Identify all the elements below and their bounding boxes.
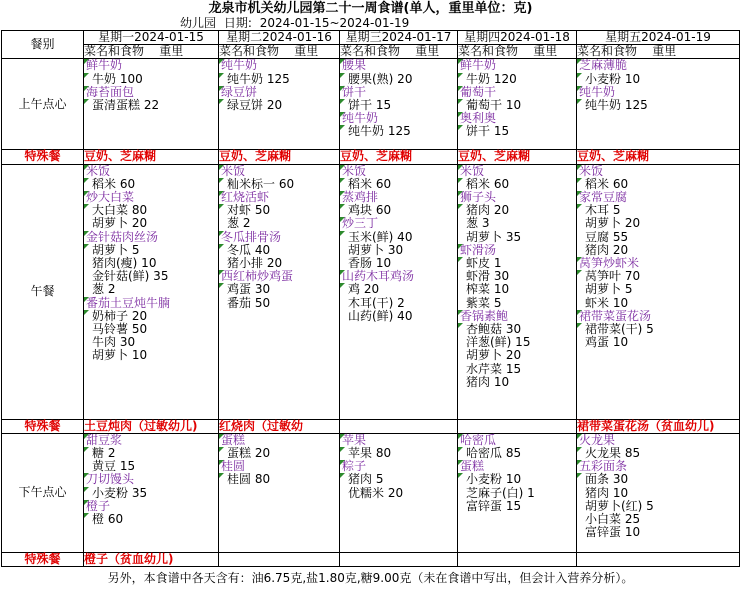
ingredient-line: 金针菇(鲜) 35 [92,269,169,284]
dish-name: 鲜牛奶 [458,59,576,72]
ingredient-line: 胡萝卜 5 [84,244,218,257]
ingredient-line: 稻米 60 [577,178,739,191]
dish-name: 蛋糕 [458,460,576,473]
special-dish: 豆奶、芝麻糊 [84,150,219,164]
ingredient-line: 猪肉(瘦) 10 [92,256,157,271]
ingredient-line: 稻米 60 [458,178,576,191]
weekly-menu-table [1,30,740,567]
day-cell [577,164,740,419]
ingredient-line: 哈密瓜 85 [458,447,576,460]
ingredient-line: 牛奶 100 [84,73,218,86]
day-cell [219,433,340,552]
ingredient-line: 水芹菜 15 [466,361,522,376]
day-cell [340,433,458,552]
date-label: 日期: [223,16,252,30]
column-header: 菜名和食物 重里 [340,45,458,59]
special-dish: 豆奶、芝麻糊 [458,150,577,164]
dish-name: 甜豆浆 [84,434,218,447]
day-header: 星期三2024-01-17 [340,31,458,45]
meal-label: 上午点心 [2,59,84,150]
ingredient-line: 香肠 10 [348,256,392,271]
special-dish [340,552,458,566]
ingredient-line: 胡萝卜 30 [348,242,404,257]
dish-name: 纯牛奶 [340,112,457,125]
dish-name: 米饭 [219,165,339,178]
ingredient-line: 对虾 50 [219,204,339,217]
day-cell [219,59,340,150]
dish-name: 五彩面条 [577,460,739,473]
day-header: 星期四2024-01-18 [458,31,577,45]
meal-label: 午餐 [2,164,84,419]
day-cell [458,433,577,552]
footer-note: 另外，本食谱中各天含有：油6.75克,盐1.80克,糖9.00克（未在食谱中写出，但会计入营养分析）。 [107,571,634,585]
dish-name: 香锅素鲍 [458,310,576,323]
ingredient-line: 鸡蛋 30 [219,283,339,296]
special-dish: 橙子（贫血幼儿) [84,552,219,566]
ingredient-line: 裙带菜(干) 5 [577,323,739,336]
ingredient-line: 富锌蛋 15 [466,498,522,513]
dish-name: 桂圆 [219,460,339,473]
column-header: 菜名和食物 重里 [84,45,219,59]
day-cell [577,433,740,552]
date-range: 2024-01-15~2024-01-19 [259,16,410,30]
ingredient-line: 猪小排 20 [227,256,283,271]
ingredient-line: 橙 60 [84,513,218,526]
ingredient-line: 胡萝卜 20 [585,216,641,231]
special-row [2,150,740,164]
special-meal-label: 特殊餐 [2,419,84,433]
ingredient-line: 虾滑 30 [466,269,510,284]
ingredient-line: 胡萝卜 20 [92,216,148,231]
day-header-row [2,31,740,45]
special-row [2,552,740,566]
day-cell [458,164,577,419]
special-dish: 红烧肉（过敏幼 [219,419,340,433]
day-cell [84,59,219,150]
ingredient-line: 芝麻子(白) 1 [466,485,535,500]
ingredient-line: 洋葱(鲜) 15 [466,335,531,350]
ingredient-line: 火龙果 85 [577,447,739,460]
ingredient-line: 牛肉 30 [92,335,136,350]
day-cell [577,59,740,150]
column-header: 菜名和食物 重里 [577,45,740,59]
meal-label: 下午点心 [2,433,84,552]
dish-name: 芝麻薄脆 [577,59,739,72]
dish-name: 葡萄干 [458,86,576,99]
ingredient-line: 木耳 5 [577,204,739,217]
ingredient-line: 纯牛奶 125 [340,125,457,138]
dish-name: 粽子 [340,460,457,473]
ingredient-line: 榨菜 10 [466,282,510,297]
column-header-row [2,45,740,59]
ingredient-line: 纯牛奶 125 [219,73,339,86]
dish-name: 蛋糕 [219,434,339,447]
ingredient-line: 优糯米 20 [348,485,404,500]
dish-name: 苹果 [340,434,457,447]
dish-name: 饼干 [340,86,457,99]
day-cell [84,164,219,419]
dish-name: 米饭 [458,165,576,178]
ingredient-line: 鸡 20 [340,283,457,296]
ingredient-line: 莴笋叶 70 [577,270,739,283]
ingredient-line: 富锌蛋 10 [585,525,641,540]
ingredient-line: 山药(鲜) 40 [348,308,413,323]
meal-row-afternoon [2,433,740,552]
ingredient-line: 桂圆 80 [219,473,339,486]
dish-name: 绿豆饼 [219,86,339,99]
ingredient-line: 大白菜 80 [84,204,218,217]
special-meal-label: 特殊餐 [2,552,84,566]
ingredient-line: 稻米 60 [84,178,218,191]
dish-name: 家常豆腐 [577,191,739,204]
ingredient-line: 胡萝卜 5 [585,282,633,297]
dish-name: 奥利奥 [458,112,576,125]
day-header: 星期一2024-01-15 [84,31,219,45]
page-subtitle [180,16,413,30]
dish-name: 金针菇肉丝汤 [84,231,218,244]
dish-name: 纯牛奶 [219,59,339,72]
dish-name: 腰果 [340,59,457,72]
ingredient-line: 杏鲍菇 30 [458,323,576,336]
dish-name: 山药木耳鸡汤 [340,270,457,283]
dish-name: 橙子 [84,500,218,513]
dish-name: 冬瓜排骨汤 [219,231,339,244]
dish-name: 火龙果 [577,434,739,447]
day-cell [219,164,340,419]
ingredient-line: 稻米 60 [340,178,457,191]
ingredient-line: 猪肉 10 [466,374,510,389]
ingredient-line: 绿豆饼 20 [219,99,339,112]
meal-row-lunch [2,164,740,419]
ingredient-line: 胡萝卜 35 [466,229,522,244]
meal-row-morning [2,59,740,150]
ingredient-line: 小麦粉 10 [577,73,739,86]
ingredient-line: 胡萝卜 10 [92,348,148,363]
dish-name: 米饭 [577,165,739,178]
dish-name: 裙带菜蛋花汤 [577,310,739,323]
dish-name: 刀切馒头 [84,473,218,486]
ingredient-line: 小麦粉 35 [84,487,218,500]
ingredient-line: 猪肉 20 [585,242,629,257]
special-dish: 豆奶、芝麻糊 [340,150,458,164]
ingredient-line: 冬瓜 40 [219,244,339,257]
ingredient-line: 鸡蛋 10 [585,335,629,350]
ingredient-line: 葱 2 [227,216,251,231]
school-label: 幼儿园 [180,16,217,30]
special-row [2,419,740,433]
special-dish [458,419,577,433]
ingredient-line: 葱 3 [466,216,490,231]
ingredient-line: 胡萝卜 20 [466,348,522,363]
special-dish [219,552,340,566]
dish-name: 哈密瓜 [458,434,576,447]
ingredient-line: 葱 2 [92,282,116,297]
dish-name: 西红柿炒鸡蛋 [219,270,339,283]
ingredient-line: 虾米 10 [585,295,629,310]
ingredient-line: 奶柿子 20 [84,310,218,323]
dish-name: 番茄土豆炖牛腩 [84,297,218,310]
dish-name: 狮子头 [458,191,576,204]
ingredient-line: 紫菜 5 [466,295,502,310]
column-header: 菜名和食物 重里 [458,45,577,59]
ingredient-line: 小白菜 25 [585,512,641,527]
ingredient-line: 纯牛奶 125 [577,99,739,112]
ingredient-line: 鸡块 60 [340,204,457,217]
ingredient-line: 豆腐 55 [585,229,629,244]
ingredient-line: 饼干 15 [340,99,457,112]
ingredient-line: 面条 30 [577,473,739,486]
meal-type-header: 餐别 [2,31,84,59]
ingredient-line: 籼米标一 60 [219,178,339,191]
ingredient-line: 葡萄干 10 [458,99,576,112]
dish-name: 莴笋炒虾米 [577,257,739,270]
day-cell [340,59,458,150]
day-cell [458,59,577,150]
special-dish: 豆奶、芝麻糊 [577,150,740,164]
special-dish [577,552,740,566]
ingredient-line: 猪肉 5 [340,473,457,486]
column-header: 菜名和食物 重里 [219,45,340,59]
day-header: 星期五2024-01-19 [577,31,740,45]
ingredient-line: 糖 2 [84,447,218,460]
ingredient-line: 牛奶 120 [458,73,576,86]
dish-name: 纯牛奶 [577,86,739,99]
ingredient-line: 蛋糕 20 [219,447,339,460]
ingredient-line: 饼干 15 [458,125,576,138]
ingredient-line: 猪肉 20 [458,204,576,217]
ingredient-line: 马铃薯 50 [92,322,148,337]
special-dish [340,419,458,433]
day-cell [340,164,458,419]
special-dish: 裙带菜蛋花汤（贫血幼儿) [577,419,740,433]
special-dish [458,552,577,566]
ingredient-line: 胡萝卜(红) 5 [585,498,654,513]
dish-name: 炒三丁 [340,217,457,230]
special-dish: 豆奶、芝麻糊 [219,150,340,164]
special-meal-label: 特殊餐 [2,150,84,164]
ingredient-line: 猪肉 10 [585,485,629,500]
dish-name: 虾滑汤 [458,244,576,257]
dish-name: 蒸鸡排 [340,191,457,204]
ingredient-line: 木耳(干) 2 [348,295,405,310]
dish-name: 米饭 [340,165,457,178]
ingredient-line: 黄豆 15 [92,459,136,474]
ingredient-line: 小麦粉 10 [458,473,576,486]
ingredient-line: 玉米(鲜) 40 [340,231,457,244]
ingredient-line: 番茄 50 [227,295,271,310]
dish-name: 海苔面包 [84,86,218,99]
dish-name: 红烧活虾 [219,191,339,204]
day-cell [84,433,219,552]
page-title: 龙泉市机关幼儿园第二十一周食谱(单人，重里单位：克) [208,1,533,16]
special-dish: 土豆炖肉（过敏幼儿) [84,419,219,433]
ingredient-line: 苹果 80 [340,447,457,460]
dish-name: 炒大白菜 [84,191,218,204]
ingredient-line: 蛋清蛋糕 22 [84,99,218,112]
day-header: 星期二2024-01-16 [219,31,340,45]
dish-name: 米饭 [84,165,218,178]
ingredient-line: 虾皮 1 [458,257,576,270]
dish-name: 鲜牛奶 [84,59,218,72]
ingredient-line: 腰果(熟) 20 [340,73,457,86]
